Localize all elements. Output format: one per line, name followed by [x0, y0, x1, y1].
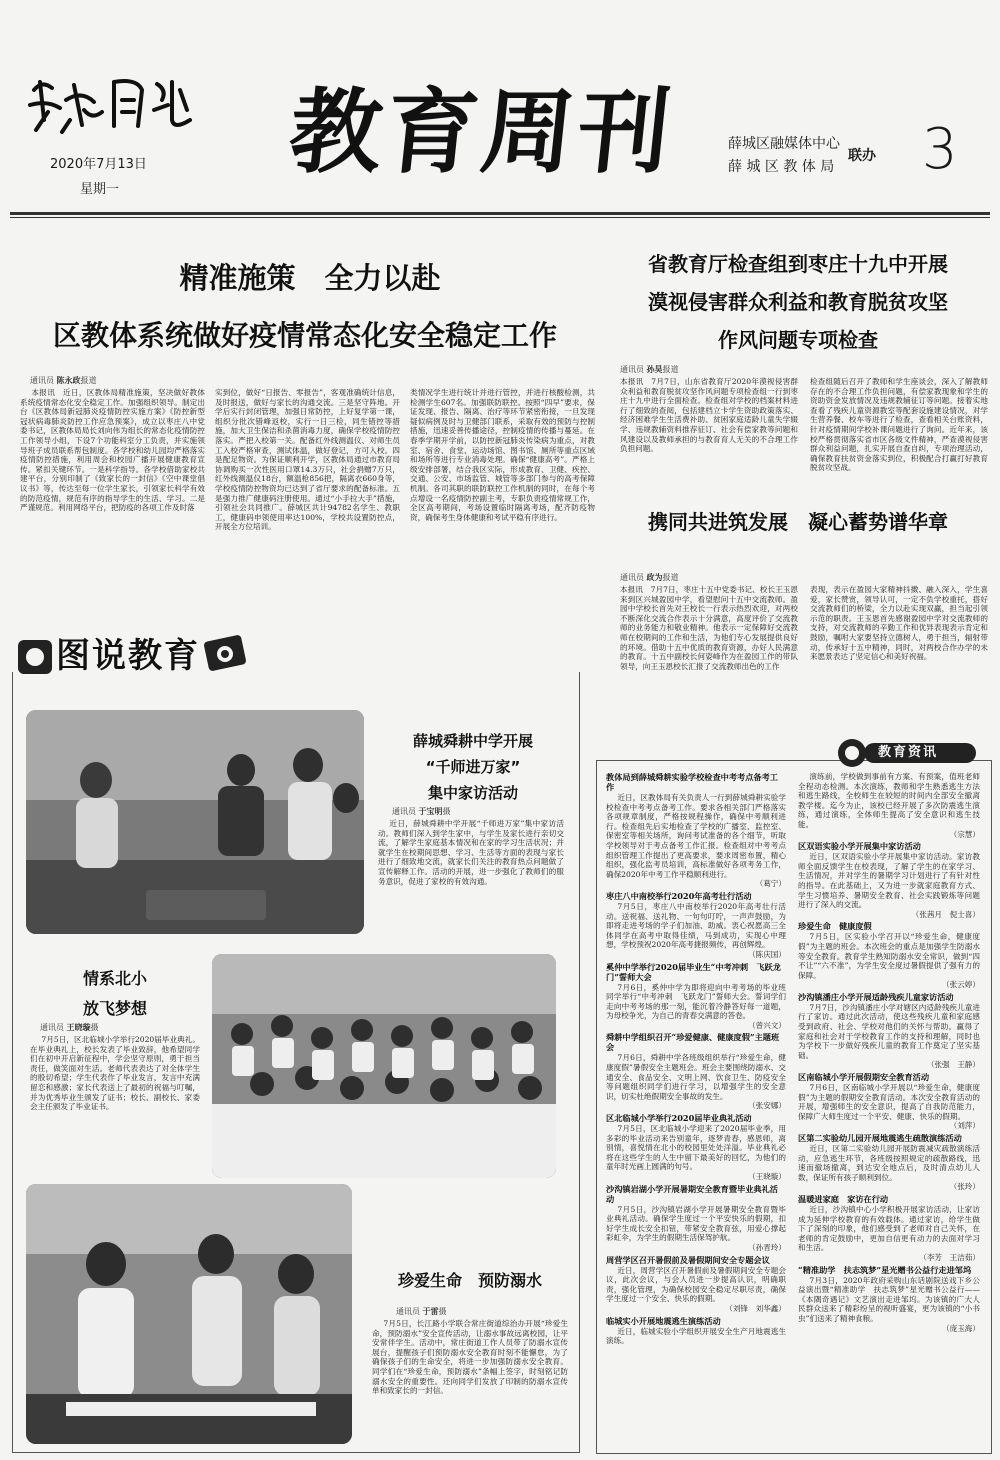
lead-headline-1: 精准施策 全力以赴 [179, 261, 441, 295]
news-item-credit: （张强 王静） [926, 1060, 980, 1070]
news-item-title: 区北临城小学举行2020届毕业典礼活动 [606, 1113, 752, 1124]
story3-body: 通讯员 于雷摄 7月5日，长江路小学联合常庄街道综治办开展“珍爱生命，预防溺水”安全宣传活动，让溺水事故远离校园，让平安常伴学生。活动中，常庄街道工作人员带了防溺水宣传展台，提醒孩子们预防溺水安全教育时刻不能懈怠，为了确保孩子们的生命安全，将进一步加强防溺水安全教育。同学们在“珍爱生命，预防溺水”条幅上签字，时刻铭记防溺水安全的重要性。还向同学们发放了印制的防溺水宣传单和致家长的一封信。 [372, 1306, 568, 1446]
building-col-2: 表现，表示在盈园大家精神抖擞、融入深入，学生喜爱，家长赞赏，领导认可，一定不负学校重托，搭好交流教师们的桥梁，全力以赴实现双赢，担当起引领示范的职责。王玉恩首先感谢盈园中学对交流教师的支持，对交流教师的辛勤工作和优异表现表示肯定和鼓励，嘱咐大家要坚持立德树人，勇于担当，辐射带动，传承好十五中精神，同时，对两校合作办学的未来愿景表达了坚定信心和美好祝福。 [810, 585, 988, 662]
news-item [798, 1194, 980, 1263]
news-item-credit: （王晓璇） [748, 1172, 786, 1181]
building-byline: 通讯员 政为报道 [620, 572, 679, 582]
news-col-1 [606, 770, 786, 1446]
story2-headline-2: 放飞梦想 [82, 999, 147, 1018]
news-item [798, 1072, 980, 1131]
news-item-body: 近日，周营学区召开暑假前及暑假期间安全专题会议，此次会议，与会人员进一步提高认识，明确职责，强化管理，为确保校园安全稳定尽职尽责，确保学生度过一个安全、快乐的假期。 [606, 1265, 786, 1304]
building-article-body [620, 572, 990, 684]
news-item-title: “精准助学 扶志筑梦”星光赠书公益行走进邹坞 [798, 1264, 972, 1275]
news-item-credit: （张玲） [949, 1182, 980, 1192]
news-item-credit: （陈庆国） [748, 949, 786, 959]
inspection-byline: 通讯员 孙昊报道 [620, 364, 679, 374]
masthead-divider-thin [10, 217, 990, 218]
picture-section-title: 图说教育 [56, 636, 200, 676]
news-item-body: 7月5日，沙沟镇岩湖小学开展暑期安全教育暨毕业典礼活动。确保学生度过一个平安快乐的假期，扣好学生成长安全扣钮，带紧安全教育弦，用爱心撑起彩虹伞，为学生的假期生活保驾护航。 [606, 1204, 786, 1243]
news-item-body: 7月3日，2020年政府采购山东话剧院送戏下乡公益演出暨“精准助学 扶志筑梦”星光赠书公益行——《本隅奇遇记》文艺演出走进邹坞。为该镇的广大人民群众送来了精彩纷呈的视听盛宴，更为该镇的“小书虫”们送来了精神食粮。 [798, 1275, 980, 1323]
building-col-1: 本报讯 7月7日，枣庄十五中党委书记、校长王玉恩来到区兴城盈园中学，看望慰问十五中交流教师。盈园中学校长首先对王校长一行表示热烈欢迎，对两校不断深化交流合作表示十分满意，高度评价了交流教师的业务能力和敬业精神。他表示一定保障好交流教师在校期间的工作和生活，为他们专心发展提供良好的环境。借助十五中优质的教育资源，办好人民满意的教育。十五中副校长何姿峰作为在盈园工作的带队领导，向王玉恩校长汇报了交流教师出色的工作 [620, 585, 798, 671]
news-item [606, 1113, 786, 1182]
news-item-body: 7月5日，区北临城小学迎来了2020届毕业季，用多彩的毕业活动来告别童年，逐梦青春，感恩师，离别情，喜悦情在北小的校园里处处洋溢。毕业典礼必将在这些学生的人生中留下最美好的回忆，为他们的童年时光画上圆满的句号。 [606, 1124, 786, 1172]
news-col-1-list [606, 772, 786, 1346]
issue-date: 2020年7月13日 [50, 157, 147, 172]
news-item-title: 区第二实验幼儿园开展地震逃生疏散演练活动 [798, 1133, 962, 1143]
news-item-title: 奚仲中学举行2020届毕业生“中考冲刺 飞跃龙门”誓师大会 [606, 961, 781, 982]
news-section-banner [830, 736, 980, 770]
inspection-col-2: 检查组随后召开了教师和学生座谈会，深入了解教师存在的不合理工作负担问题，有偿家教现象和学生的资助资金发放情况及违规教辅征订等问题。接着实地查看了残疾儿童资源教室等配套设施建设情况，对学生营养餐、校车等进行了检查，查看相关台账资料，针对疫情期间学校补课问题进行了询问。近年来，该校严格贯彻落实省市区各级文件精神，严查漠视侵害群众利益问题，扎实开展自查自纠，专项治理活动，确保教育扶贫资金落实到位，积极配合打赢打好教育脱贫攻坚战。 [810, 377, 988, 473]
news-item-title: 沙沟镇岩湖小学开展暑期安全教育暨毕业典礼活动 [606, 1183, 778, 1204]
lead-col-2: 实到位，做好“日报告、零报告”，客观准确统计信息，及时报送，做好与家长的沟通交流。三是坚守阵地。开学后实行封闭管理，加强日常防控，上好复学第一课，组织分批次错峰返校，实行一日三检，同生错控等措施，加大卫生保洁和杀菌消毒力度，确保学校疫情防控落实。严把入校第一关。配备红外线测温仪、对师生员工入校严格审查，测试体温，做好登记，方可入校。四是配足物资。为保证顺利开学，区教体局通过市教育局协调购买一次性医用口罩14.3万只，社会捐赠7万只，红外线测温仪18台，额温枪856把，隔离衣660身等，学校疫情防控物资均已达到了省厅要求的配备标准。五是强力推广健康码注册使用。通过“小手拉大手”措施，引领社会共同推广。薛城区共计94782名学生、教职工，健康码申领使用率达100%，学校共设置防控点，开展全方位培训。 [215, 388, 400, 532]
photo-graduation [212, 954, 556, 1178]
news-item-body: 7月6日，奚仲中学为即将迎向中考考场的毕业班同学举行“中考冲刺 飞跃龙门”誓师大会。誓词学们走向中考考场的那一刻，能沉着冷静答好每一道题，为母校争光，为自己的青春交满意的答卷。 [606, 982, 786, 1021]
news-item-title: 区双语实验小学开展集中家访活动 [798, 841, 921, 852]
news-item-credit: （张安娜） [748, 1101, 786, 1111]
news-item-credit: （宗慧） [949, 829, 980, 839]
page-number: 3 [922, 117, 958, 182]
news-item-body: 近日，区双语实验小学开展集中家访活动。家访教师全面反馈学生在校表现，了解了学生的在家学习、生活情况，并对学生的暑期学习计划进行了有针对性的指导。在此基础上，又为进一步就家庭教育方式、学生习惯培养、暑期安全教育、社会实践锻炼等问题进行了深入的交流。 [798, 852, 980, 910]
news-item-title: 教体局到薛城舜耕实验学校检查中考考点备考工作 [606, 772, 778, 792]
publisher-org-2: 薛 城 区 教 体 局 [728, 159, 835, 175]
story1-headline-2: “千师进万家” [425, 758, 521, 776]
news-item [606, 1255, 786, 1314]
news-item-body: 7月6日，区南临城小学开展以“珍爱生命，健康度假”为主题的假期安全教育活动。本次安全教育活动的开展，增强师生的安全意识，提高了自我防范能力，保障广大师生度过一个平安、健康、快乐的假期。 [798, 1083, 980, 1121]
news-col-2-list [798, 772, 980, 1333]
publisher-org-1: 薛城区融媒体中心 [728, 136, 840, 152]
news-item-title: 临城实小开展地震逃生演练活动 [606, 1315, 721, 1326]
lead-byline: 通讯员 陈永政报道 [30, 375, 97, 385]
news-item-credit: （刘萍） [949, 1121, 980, 1131]
news-item-body: 演练前，学校做到事前有方案、有预案，值班老师全程动态检测。本次演练，教师和学生熟悉逃生方法和逃生路线，全校师生在较短的时间内全部安全撤离教学楼。迄今为止，该校已经开展了多次防震逃生演练，通过演练，全体师生提高了安全意识和逃生技能。 [798, 772, 980, 829]
news-item [798, 1265, 980, 1334]
joint-label: 联办 [848, 148, 876, 164]
story1-headline-1: 薛城舜耕中学开展 [412, 732, 533, 750]
news-item-title: 珍爱生命 健康度假 [798, 921, 872, 932]
news-item [606, 1184, 786, 1253]
issue-weekday: 星期一 [80, 182, 120, 197]
brand-logo [22, 60, 202, 140]
building-headline: 携同共进筑发展 凝心蓄势谱华章 [648, 510, 948, 534]
news-section-title: 教育资讯 [878, 745, 939, 760]
news-item-body: 近日，临城实验小学组织开展安全生产月地震逃生演练。 [606, 1326, 786, 1346]
news-item [606, 772, 786, 889]
news-item-credit: （刘锋 刘华鑫） [725, 1303, 786, 1313]
photo-graduation-image [212, 954, 556, 1178]
inspection-headline-2: 漠视侵害群众利益和教育脱贫攻坚 [648, 290, 948, 314]
news-item-body: 7月7日，沙沟镇潘庄小学对辖区内适龄残疾儿童进行了家访。通过此次活动，使这些残疾儿童和家庭感受到政府、社会、学校对他们的关怀与帮助。赢得了家庭和社会对于学校教育工作的支持和理解，同时也为学校下一步做好残疾儿童的教育工作奠定了坚实基础。 [798, 1002, 980, 1060]
lead-headline-2: 区教体系统做好疫情常态化安全稳定工作 [52, 319, 557, 352]
photo-home-visit-image [26, 710, 364, 934]
inspection-col-1: 本报讯 7月7日，山东省教育厅2020年漠视侵害群众利益和教育脱贫攻坚作风问题专项检查组一行到枣庄十九中进行全面检查。检查组对学校的档案材料进行了细致的查阅，包括建档立卡学生资助政策落实、经济困难学生生活费补助、贫困家庭适龄儿童失学辍学、违规教辅资料推荐征订、社会有偿家教等问题和风建设以及教师承担的与教育育人无关的不合理工作负担问题。 [620, 377, 798, 454]
news-item-credit: （曾兴文） [748, 1020, 786, 1030]
news-item-title: 周营学区召开暑假前及暑假期间安全专题会议 [606, 1254, 770, 1265]
masthead-divider [10, 212, 990, 215]
photo-drowning-prevention [26, 1184, 352, 1444]
news-item-body: 7月6日，舜耕中学各班级组织举行“珍爱生命，健康度假”暑假安全主题班会。班会主要围绕防溺水、交通安全、食品安全、文明上网、饮食卫生、防疫安全等问题组织同学们进行学习，以增强学生的安全意识，切实杜绝假期安全事故的发生。 [606, 1053, 786, 1101]
news-item [798, 921, 980, 990]
inspection-headline-1: 省教育厅检查组到枣庄十九中开展 [648, 252, 948, 276]
lead-article-body [20, 375, 600, 607]
news-item [606, 1032, 786, 1111]
story1-body: 通讯员 于宝明摄 近日，薛城舜耕中学开展“千师进万家”集中家访活动。教师们深入到学生家中，与学生及家长进行亲切交流，了解学生家庭基本情况和在家的学习生活状况；并就学生在校期间思想、学习、生活等方面的表现与家长进行了细致地交流，就家长们关注的教育热点问题做了宣传解释工作。活动的开展，进一步强化了教师们的服务意识，促进了家校的有效沟通。 [378, 806, 564, 936]
story1-text: 近日，薛城舜耕中学开展“千师进万家”集中家访活动。教师们深入到学生家中，与学生及家长进行亲切交流，了解学生家庭基本情况和在家的学习生活状况；并就学生在校期间思想、学习、生活等方面的表现与家长进行了细致地交流，就家长们关注的教育热点问题做了宣传解释工作。活动的开展，进一步强化了教师们的服务意识，促进了家校的有效沟通。 [378, 819, 564, 886]
photo-home-visit [26, 710, 364, 934]
news-item-body: 近日，区教体局有关负责人一行到薛城舜耕实验学校检查中考考点备考工作。要求各相关部门严格落实各项规章制度，严格按规程操作，确保中考顺利进行。检查组先后实地检查了学校的广播室、监控室、保密室等相关场所，询问考试准备的各个细节，听取学校领导对于考点备考工作汇报。检查组对中考考点组织管理工作提出了更高要求，要求周密布置，精心组织，强化监考员培训，高标准做好各项考务工作，确保2020年中考工作平稳顺利进行。 [606, 793, 786, 879]
inspection-headline-3: 作风问题专项检查 [718, 328, 878, 352]
news-item [606, 1316, 786, 1346]
news-item [606, 891, 786, 960]
news-item [798, 992, 980, 1070]
news-item-title: 枣庄八中南校举行2020年高考壮行活动 [606, 890, 752, 901]
lead-col-1: 本报讯 近日，区教体局精准施策，坚决做好教体系统疫情常态化安全稳定工作。加强组织领导。制定出台《区教体局新冠肺炎疫情防控实施方案》《防控新型冠状病毒肺炎防控工作应急预案》，成立以枣庄八中党委书记，区教体局局长刘向伟为组长的常态化疫情防控工作领导小组，下设7个功能科室分工负责，并实施领导班子成员联系帮包制度。各学校和幼儿园均严格落实疫情防控措施，利用周会和校园广播开展健康教育宣传。紧扣关键环节。一是科学指导。各学校借助家校共建平台，分别印制了《致家长的一封信》《空中课堂倡议书》等，传达至每一位学生家长，引领家长科学有效的防范疫情，规范有序的指导学生的生活、学习。二是严谨规范。利用网络平台，把防疫的各项工作及时落 [20, 388, 205, 513]
news-item-title: 舜耕中学组织召开“珍爱健康、健康度假”主题班会 [606, 1032, 780, 1053]
masthead-title: 教育周刊 [284, 78, 680, 186]
news-item-body: 近日，区第二实验幼儿园开展防震减灾疏散演练活动，应急逃生环节，各班级按照规定的疏散路线，迅速而撤场撤离，到达安全地点后，及时清点幼儿人数，保证所有孩子顺利到位。 [798, 1144, 980, 1182]
news-item-body: 7月5日，枣庄八中南校举行2020年高考壮行活动。送祝福、送礼物、一句句叮咛，一声声鼓励，为即将走进考场的学子们加油、助威。衷心祝愿高三全体同学在高考中取得佳绩，马到成功，实现心中理想，学校预祝2020年高考捷报频传，再创辉煌。 [606, 901, 786, 950]
lead-col-3: 类情况学生进行统计并进行管控，并进行核酸检测，共检测学生607名。加强联防联控。按照“四早”要求，保证发现、报告、隔离、治疗等环节紧密衔接，一旦发现疑似病例及时与卫健部门联系，采取有效的预防与控制措施，迅速妥善传播途径，控制疫情的传播与蔓延。在春季学期开学前，以防控新冠肺炎传染病为重点，对教室、宿舍、食堂、运动场馆、图书馆、厕所等重点区域和场所等进行专业消毒处理。确保“健康高考”。严格上级安排部署，结合我区实际，形成教育、卫健、疾控、交通、公安、市场监管、城管等多部门参与的高考保障机制。各司其职的联防联控工作机制的同时，在每个考点增设一名疫情防控副主考，专职负责疫情常规工作，全区高考期间，考场设置临时隔离考场，配齐防疫物资，确保考生身体健康和考试平稳有序进行。 [410, 388, 595, 522]
news-item-credit: （葛宁） [755, 879, 786, 889]
news-item [798, 841, 980, 919]
story2-headline-1: 情系北小 [82, 969, 147, 988]
news-item [798, 772, 980, 839]
photo-drowning-prevention-image [26, 1184, 352, 1444]
news-item-credit: （李芳 王洁茹） [919, 1252, 980, 1262]
news-item-title: 区南临城小学开展假期安全教育活动 [798, 1072, 930, 1083]
story3-headline: 珍爱生命 预防溺水 [397, 1271, 542, 1290]
news-col-2 [798, 772, 980, 1446]
story3-text: 7月5日，长江路小学联合常庄街道综治办开展“珍爱生命，预防溺水”安全宣传活动，让溺水事故远离校园，让平安常伴学生。活动中，常庄街道工作人员带了防溺水宣传展台，提醒孩子们预防溺水安全教育时刻不能懈怠，为了确保孩子们的生命安全，将进一步加强防溺水安全教育。同学们在“珍爱生命，预防溺水”条幅上签字，时刻铭记防溺水安全的重要性。还向同学们发放了印制的防溺水宣传单和致家长的一封信。 [372, 1319, 568, 1396]
news-item-title: 沙沟镇潘庄小学开展适龄残疾儿童家访活动 [798, 991, 954, 1002]
news-item-body: 近日，沙沟镇中心小学积极开展家访活动，让家访成为延伸学校教育的有效载体。通过家访，给学生做下了深刻的印象，他们感受到了老师对自己关怀，在老师的肯定鼓励中，更加自信更有动力的去面对学习和生活。 [798, 1204, 980, 1253]
story1-headline-3: 集中家访活动 [427, 784, 518, 802]
news-item-credit: （张云婷） [942, 980, 980, 990]
news-item [798, 1133, 980, 1192]
news-item-title: 温暖进家庭 家访在行动 [798, 1193, 889, 1204]
news-item-credit: （庞玉海） [942, 1323, 980, 1333]
inspection-article-body [620, 364, 990, 484]
news-item-body: 7月5日，区实验小学召开以“珍爱生命，健康度假”为主题的班会。本次班会的重点是加强学生防溺水等安全教育。教育学生熟知防溺水安全常识，做到“四不让”“六不准”，为学生安全度过暑假提供了强有力的保障。 [798, 932, 980, 980]
news-item [606, 962, 786, 1031]
news-item-credit: （孙晋玲） [748, 1242, 786, 1252]
picture-section-banner [14, 628, 254, 684]
story2-body: 通讯员 王晓璇摄 7月5日，区北临城小学举行2020届毕业典礼。在毕业典礼上，校长发表了毕业致辞，他希望同学们在初中开启新征程中，学会坚守原则，勇于担当责任，做笑面对生活。老师代表表达了对全体学生的殷切希望；学生代表作了毕业发言，发言中充满留恋和感激；家长代表送上了最初的祝福与叮嘱，并为优秀毕业生颁发了证书；校长、副校长、家委会主任颁发了毕业证书。 [30, 1022, 200, 1172]
news-item-credit: （张茜月 倪士喜） [911, 909, 980, 919]
story2-text: 7月5日，区北临城小学举行2020届毕业典礼。在毕业典礼上，校长发表了毕业致辞，他希望同学们在初中开启新征程中，学会坚守原则，勇于担当责任，做笑面对生活。老师代表表达了对全体学生的殷切希望；学生代表作了毕业发言，发言中充满留恋和感激；家长代表送上了最初的祝福与叮嘱，并为优秀毕业生颁发了证书；校长、副校长、家委会主任颁发了毕业证书。 [30, 1035, 200, 1112]
